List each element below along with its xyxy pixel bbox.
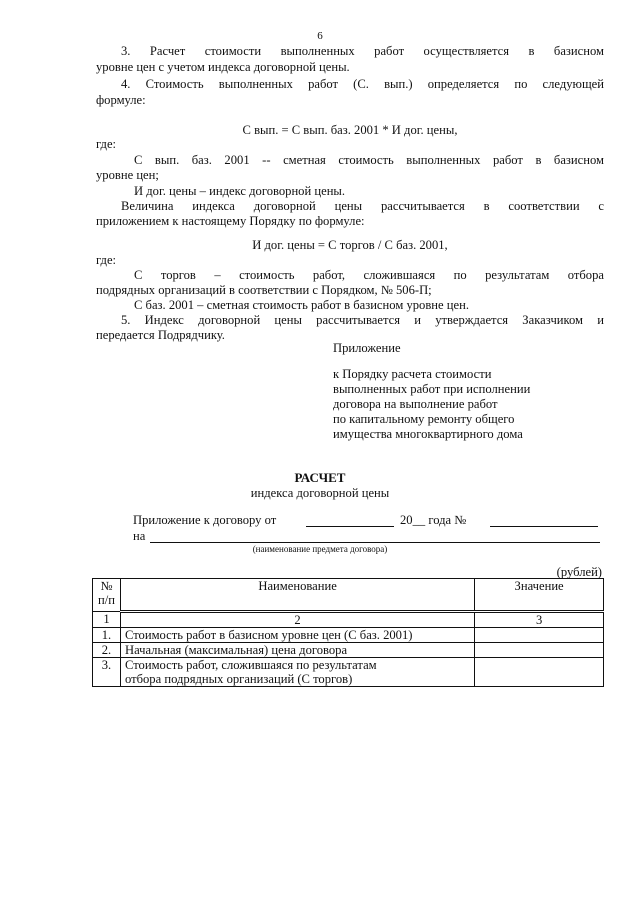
where-label-2: где: <box>96 253 117 267</box>
para3-line1: 3. Расчет стоимости выполненных работ осуществляется в базисном <box>121 44 604 58</box>
row-name-line-2: отбора подрядных организаций (С торгов) <box>124 672 353 686</box>
appendix-line-1: к Порядку расчета стоимости <box>333 367 492 381</box>
para-index-line1: Величина индекса договорной цены рассчитывается в соответствии с <box>121 199 604 213</box>
def1-line2: уровне цен; <box>96 168 159 182</box>
row-num: 3. <box>93 658 121 687</box>
calc-subtitle: индекса договорной цены <box>250 486 390 500</box>
table-header-row <box>93 579 604 612</box>
def3-line1: С торгов – стоимость работ, сложившаяся по результатам отбора <box>134 268 604 282</box>
para5-line2: передается Подрядчику. <box>96 328 225 342</box>
def4-line: С баз. 2001 – сметная стоимость работ в базисном уровне цен. <box>134 298 469 312</box>
formula-2: И дог. цены = С торгов / С баз. 2001, <box>252 238 448 252</box>
contract-date-blank <box>306 526 394 527</box>
contract-on: на <box>133 529 146 543</box>
row-value <box>475 643 604 658</box>
def3-line2: подрядных организаций в соответствии с Порядком, № 506-П; <box>96 283 432 297</box>
header-value: Значение <box>475 579 604 612</box>
index-cell-1: 1 <box>93 612 121 628</box>
calc-table <box>92 578 604 687</box>
contract-subject-blank <box>150 542 600 543</box>
para-index-line2: приложением к настоящему Порядку по формуле: <box>96 214 365 228</box>
appendix-line-4: по капитальному ремонту общего <box>333 412 515 426</box>
row-name-line-1: Стоимость работ, сложившаяся по результатам <box>124 658 377 672</box>
index-cell-3: 3 <box>475 612 604 628</box>
appendix-line-3: договора на выполнение работ <box>333 397 498 411</box>
row-value <box>475 658 604 687</box>
def1-line1: С вып. баз. 2001 -- сметная стоимость выполненных работ в базисном <box>134 153 604 167</box>
para5-line1: 5. Индекс договорной цены рассчитывается и утверждается Заказчиком и <box>121 313 604 327</box>
def2-line: И дог. цены – индекс договорной цены. <box>134 184 346 198</box>
appendix-line-5: имущества многоквартирного дома <box>333 427 523 441</box>
table-row <box>93 658 604 687</box>
header-num <box>93 579 121 612</box>
index-cell-2: 2 <box>120 612 474 628</box>
unit-label: (рублей) <box>556 565 602 579</box>
table-row <box>93 643 604 658</box>
appendix-line-2: выполненных работ при исполнении <box>333 382 531 396</box>
para4-line1: 4. Стоимость выполненных работ (С. вып.) определяется по следующей <box>121 77 604 91</box>
page-number: 6 <box>317 30 323 42</box>
header-name: Наименование <box>120 579 474 612</box>
row-num: 2. <box>93 643 121 658</box>
row-name: Стоимость работ в базисном уровне цен (С баз. 2001) <box>120 628 474 643</box>
row-num: 1. <box>93 628 121 643</box>
row-value <box>475 628 604 643</box>
para4-line2: формуле: <box>96 93 146 107</box>
subject-caption: (наименование предмета договора) <box>252 544 388 554</box>
table-row <box>93 628 604 643</box>
row-name: Начальная (максимальная) цена договора <box>120 643 474 658</box>
where-label-1: где: <box>96 137 117 151</box>
index-row <box>93 612 604 628</box>
row-name <box>120 658 474 687</box>
calc-title: РАСЧЕТ <box>294 470 346 485</box>
para3-line2: уровне цен с учетом индекса договорной цены. <box>96 60 350 74</box>
header-num-label: № п/п <box>97 579 115 607</box>
contract-prefix: Приложение к договору от <box>133 513 277 527</box>
formula-1: С вып. = С вып. баз. 2001 * И дог. цены, <box>242 123 458 137</box>
contract-year-number: 20__ года № <box>400 513 467 527</box>
appendix-label: Приложение <box>333 341 401 355</box>
contract-number-blank <box>490 526 598 527</box>
